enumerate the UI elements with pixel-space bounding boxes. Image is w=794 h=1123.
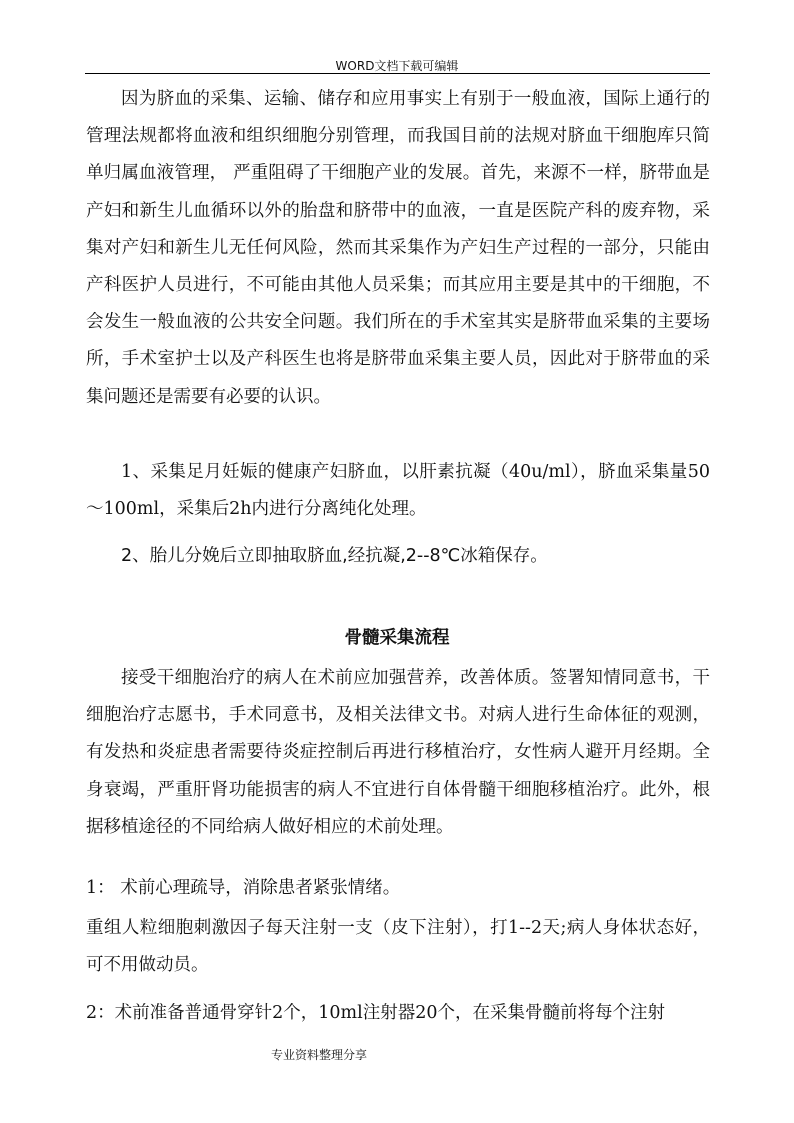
paragraph-bone-marrow-prep: 接受干细胞治疗的病人在术前应加强营养，改善体质。签署知情同意书，干细胞治疗志愿书，手术同意书，及相关法律文书。对病人进行生命体征的观测，有发热和炎症患者需要待炎症控制后再进行移植治疗，女性病人避开月经期。全身衰竭，严重肝肾功能损害的病人不宜进行自体骨髓干细胞移植治疗。此外，根据移植途径的不同给病人做好相应的术前处理。 <box>86 668 710 837</box>
paragraph-step-2: 2：术前准备普通骨穿针2个，10ml注射器20个，在采集骨髓前将每个注射 <box>86 1003 665 1023</box>
page-header: WORD文档下载可编辑 <box>335 59 459 73</box>
page-footer: 专业资料整理分享 <box>271 1048 368 1062</box>
header-divider <box>85 73 710 74</box>
paragraph-cord-blood-intro: 因为脐血的采集、运输、储存和应用事实上有别于一般血液，国际上通行的管理法规都将血液和组织细胞分别管理，而我国目前的法规对脐血干细胞库只简单归属血液管理， 严重阻碍了干细胞产业的发展。首先，来源不一样，脐带血是产妇和新生儿血循环以外的胎盘和脐带中的血液，一直是医院产科的废弃物，采集对产妇和新生儿无任何风险，然而其采集作为产妇生产过程的一部分，只能由产科医护人员进行，不可能由其他人员采集；而其应用主要是其中的干细胞，不会发生一般血液的公共安全问题。我们所在的手术室其实是脐带血采集的主要场所，手术室护士以及产科医生也将是脐带血采集主要人员，因此对于脐带血的采集问题还是需要有必要的认识。 <box>86 89 710 407</box>
section-title: 骨髓采集流程 <box>344 628 450 648</box>
paragraph-collection-step-2: 2、胎儿分娩后立即抽取脐血,经抗凝,2--8℃冰箱保存。 <box>121 546 548 566</box>
paragraph-step-1: 1： 术前心理疏导，消除患者紧张情绪。 <box>86 878 401 898</box>
paragraph-gcsf-injection: 重组人粒细胞刺激因子每天注射一支（皮下注射），打1--2天;病人身体状态好，可不用做动员。 <box>86 918 710 976</box>
paragraph-collection-step-1: 1、采集足月妊娠的健康产妇脐血，以肝素抗凝（40u/ml），脐血采集量50～100ml，采集后2h内进行分离纯化处理。 <box>86 462 710 520</box>
